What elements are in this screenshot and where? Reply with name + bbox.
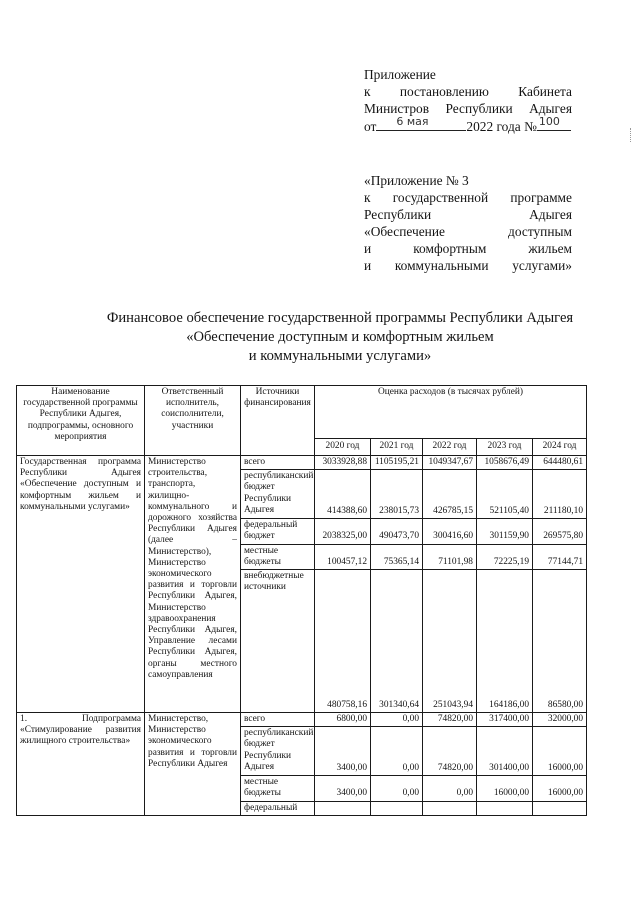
year-header: 2021 год xyxy=(371,439,423,456)
value-cell: 16000,00 xyxy=(533,776,587,801)
value-cell xyxy=(371,801,423,815)
word: и xyxy=(364,241,372,256)
word: «Обеспечение xyxy=(364,224,445,239)
value-cell: 3033928,88 xyxy=(315,456,371,470)
value-cell: 0,00 xyxy=(371,727,423,776)
value-cell: 16000,00 xyxy=(533,727,587,776)
title-line-3: и коммунальными услугами» xyxy=(248,348,432,364)
appendix-3-line-2 xyxy=(364,189,572,206)
appendix-3-block xyxy=(364,172,572,274)
value-cell: 164186,00 xyxy=(477,570,533,713)
value-cell: 86580,00 xyxy=(533,570,587,713)
value-cell: 2038325,00 xyxy=(315,519,371,544)
value-cell: 3400,00 xyxy=(315,776,371,801)
value-cell: 16000,00 xyxy=(477,776,533,801)
value-cell: 75365,14 xyxy=(371,544,423,569)
source-cell: местные бюджеты xyxy=(241,776,315,801)
date-blank xyxy=(376,117,466,131)
value-cell: 490473,70 xyxy=(371,519,423,544)
value-cell: 74820,00 xyxy=(423,713,477,727)
word: комфортным xyxy=(413,241,487,256)
title-line-2: «Обеспечение доступным и комфортным жильем xyxy=(186,329,494,345)
value-cell: 1049347,67 xyxy=(423,456,477,470)
appendix-3-line-1 xyxy=(364,172,572,189)
value-cell: 0,00 xyxy=(371,713,423,727)
value-cell: 72225,19 xyxy=(477,544,533,569)
table-row xyxy=(17,456,587,470)
appendix-3-line-5 xyxy=(364,240,572,257)
appendix-3-line-3 xyxy=(364,206,572,223)
appendix-title: Приложение xyxy=(364,67,436,82)
word: доступным xyxy=(508,224,572,239)
year-header: 2020 год xyxy=(315,439,371,456)
value-cell: 414388,60 xyxy=(315,470,371,519)
value-cell: 1058676,49 xyxy=(477,456,533,470)
source-cell: внебюджетные источники xyxy=(241,570,315,713)
header-name: Наименование государственной программы Республики Адыгея, подпрограммы, основного мероприятия xyxy=(17,386,145,456)
number-blank xyxy=(537,117,571,131)
year-text: 2022 года № xyxy=(466,119,537,134)
value-cell: 480758,16 xyxy=(315,570,371,713)
value-cell: 521105,40 xyxy=(477,470,533,519)
year-header: 2022 год xyxy=(423,439,477,456)
value-cell: 100457,12 xyxy=(315,544,371,569)
value-cell: 32000,00 xyxy=(533,713,587,727)
appendix-block xyxy=(364,66,572,135)
word: коммунальными xyxy=(394,258,489,273)
header-executor: Ответственный исполнитель, соисполнители, участники xyxy=(145,386,241,456)
value-cell: 251043,94 xyxy=(423,570,477,713)
value-cell: 211180,10 xyxy=(533,470,587,519)
word: услугами» xyxy=(512,258,572,273)
word: к xyxy=(364,84,371,99)
value-cell: 0,00 xyxy=(423,776,477,801)
table-row xyxy=(17,713,587,727)
appendix-date-line xyxy=(364,117,572,135)
subprogram-1-name: 1. Подпрограмма «Стимулирование развития жилищного строительства» xyxy=(17,713,145,816)
year-header: 2024 год xyxy=(533,439,587,456)
subprogram-1-executor: Министерство, Министерство экономического развития и торговли Республики Адыгея xyxy=(145,713,241,816)
word: Министров xyxy=(364,101,430,116)
word: к xyxy=(364,190,371,205)
appendix-3-line-6 xyxy=(364,257,572,274)
value-cell: 77144,71 xyxy=(533,544,587,569)
scan-margin-mark xyxy=(630,128,632,142)
handwritten-date: 6 мая xyxy=(396,115,429,128)
source-cell: всего xyxy=(241,456,315,470)
value-cell: 1105195,21 xyxy=(371,456,423,470)
word: Адыгея xyxy=(529,101,572,116)
value-cell xyxy=(423,801,477,815)
value-cell: 0,00 xyxy=(371,776,423,801)
value-cell: 71101,98 xyxy=(423,544,477,569)
value-cell: 238015,73 xyxy=(371,470,423,519)
value-cell: 269575,80 xyxy=(533,519,587,544)
table-header-row xyxy=(17,386,587,439)
word: и xyxy=(364,258,372,273)
header-estimate: Оценка расходов (в тысячах рублей) xyxy=(315,386,587,439)
value-cell: 301340,64 xyxy=(371,570,423,713)
word: жильем xyxy=(528,241,572,256)
program-name: Государственная программа Республики Адыгея «Обеспечение доступным и комфортным жильем и коммунальными услугами» xyxy=(17,456,145,713)
word: Республики xyxy=(364,207,432,222)
value-cell: 426785,15 xyxy=(423,470,477,519)
header-sources: Источники финансирования xyxy=(241,386,315,456)
source-cell: федеральный xyxy=(241,801,315,815)
source-cell: местные бюджеты xyxy=(241,544,315,569)
title-line-1: Финансовое обеспечение государственной программы Республики Адыгея xyxy=(106,310,574,326)
word: «Приложение № 3 xyxy=(364,173,469,188)
word: Кабинета xyxy=(518,84,572,99)
appendix-line-2 xyxy=(364,83,572,100)
handwritten-number: 100 xyxy=(538,115,560,128)
financing-table xyxy=(16,385,587,816)
word: государственной xyxy=(392,190,489,205)
document-title xyxy=(60,309,620,366)
value-cell: 317400,00 xyxy=(477,713,533,727)
source-cell: всего xyxy=(241,713,315,727)
value-cell: 301159,90 xyxy=(477,519,533,544)
appendix-3-line-4 xyxy=(364,223,572,240)
word: Республики xyxy=(445,101,513,116)
value-cell: 3400,00 xyxy=(315,727,371,776)
source-cell: федеральный бюджет xyxy=(241,519,315,544)
value-cell xyxy=(477,801,533,815)
value-cell xyxy=(315,801,371,815)
value-cell: 6800,00 xyxy=(315,713,371,727)
word: Адыгея xyxy=(529,207,572,222)
value-cell: 644480,61 xyxy=(533,456,587,470)
program-executor: Министерство строительства, транспорта, жилищно-коммунального и дорожного хозяйства Республики Адыгея (далее – Министерство), Министерство экономического развития и торговли Республики Адыгея, Министерство здравоохранения Республики Адыгея, Управление лесами Республики Адыгея, органы местного самоуправления xyxy=(145,456,241,713)
year-header: 2023 год xyxy=(477,439,533,456)
source-cell: республиканский бюджет Республики Адыгея xyxy=(241,727,315,776)
value-cell xyxy=(533,801,587,815)
source-cell: республиканский бюджет Республики Адыгея xyxy=(241,470,315,519)
word: программе xyxy=(510,190,572,205)
date-prefix: от xyxy=(364,119,377,134)
value-cell: 301400,00 xyxy=(477,727,533,776)
value-cell: 300416,60 xyxy=(423,519,477,544)
value-cell: 74820,00 xyxy=(423,727,477,776)
word: постановлению xyxy=(399,84,489,99)
